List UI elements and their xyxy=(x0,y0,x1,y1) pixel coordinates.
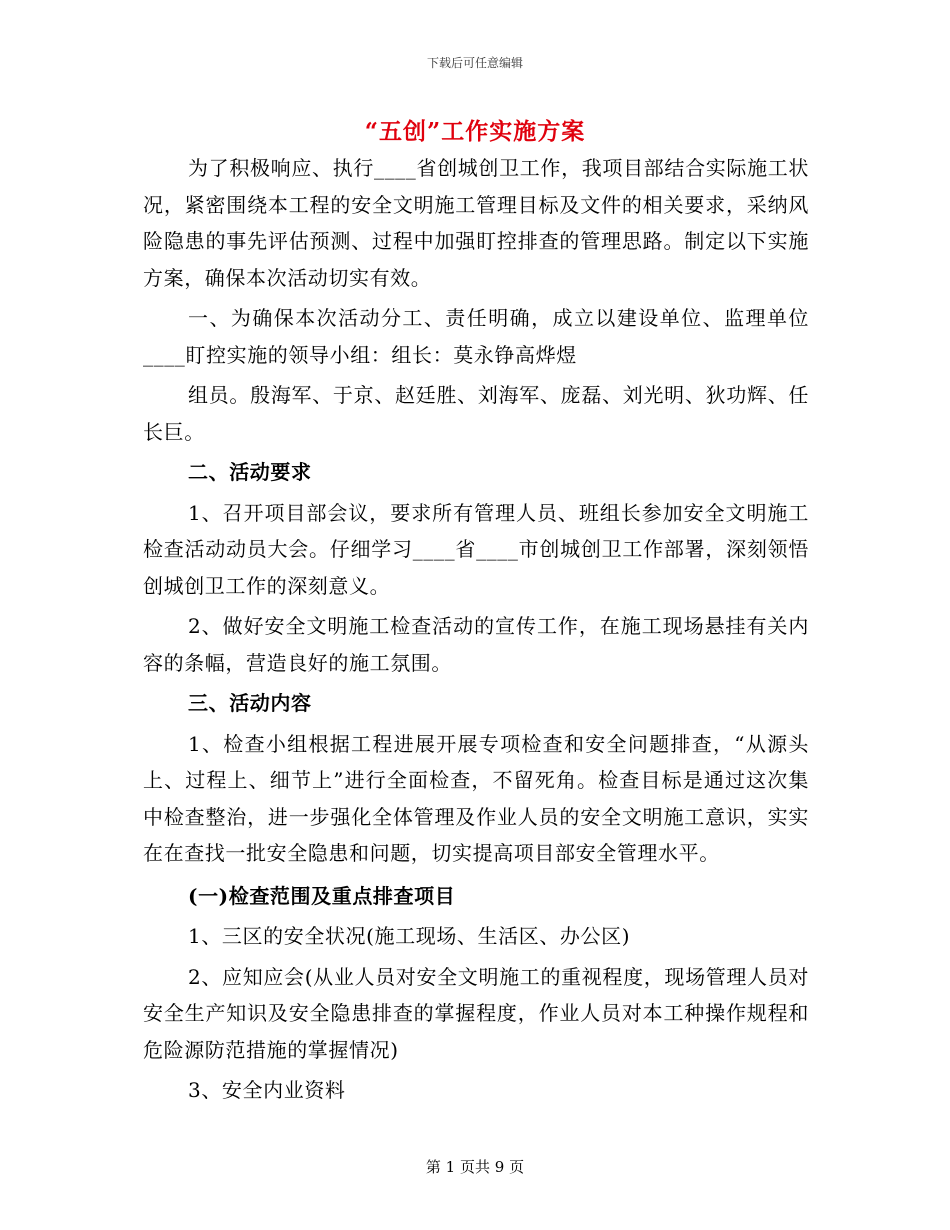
heading-activity-requirements: 二、活动要求 xyxy=(188,460,312,484)
paragraph-intro: 为了积极响应、执行____省创城创卫工作，我项目部结合实际施工状况，紧密围绕本工程的安全文明施工管理目标及文件的相关要求，采纳风险隐患的事先评估预测、过程中加强盯控排查的管理思路。制定以下实施方案，确保本次活动切实有效。 xyxy=(143,156,809,290)
document-title: “五创”工作实施方案 xyxy=(364,118,586,145)
document-body xyxy=(143,150,809,1109)
paragraph-content-1: 1、检查小组根据工程进展开展专项检查和安全问题排查，“从源头上、过程上、细节上”进行全面检查，不留死角。检查目标是通过这次集中检查整治，进一步强化全体管理及作业人员的安全文明施工意识，实实在在查找一批安全隐患和问题，切实提高项目部安全管理水平。 xyxy=(143,731,809,865)
heading-activity-content: 三、活动内容 xyxy=(188,691,312,715)
paragraph-scope-3: 3、安全内业资料 xyxy=(188,1078,346,1102)
paragraph-members: 组员。殷海军、于京、赵廷胜、刘海军、庞磊、刘光明、狄功辉、任长巨。 xyxy=(143,383,809,444)
heading-inspection-scope: (一)检查范围及重点排查项目 xyxy=(188,883,456,908)
paragraph-scope-2: 2、应知应会(从业人员对安全文明施工的重视程度，现场管理人员对安全生产知识及安全隐患排查的掌握程度，作业人员对本工种操作规程和危险源防范措施的掌握情况) xyxy=(143,964,809,1062)
paragraph-requirement-1: 1、召开项目部会议，要求所有管理人员、班组长参加安全文明施工检查活动动员大会。仔细学习____省____市创城创卫工作部署，深刻领悟创城创卫工作的深刻意义。 xyxy=(143,500,809,598)
paragraph-requirement-2: 2、做好安全文明施工检查活动的宣传工作，在施工现场悬挂有关内容的条幅，营造良好的施工氛围。 xyxy=(143,614,809,675)
page-number-footer: 第 1 页共 9 页 xyxy=(425,1158,525,1176)
page-header-note: 下载后可任意编辑 xyxy=(426,56,523,70)
paragraph-section-1: 一、为确保本次活动分工、责任明确，成立以建设单位、监理单位____盯控实施的领导小组：组长：莫永铮高烨煜 xyxy=(143,306,809,367)
paragraph-scope-1: 1、三区的安全状况(施工现场、生活区、办公区) xyxy=(188,924,631,948)
